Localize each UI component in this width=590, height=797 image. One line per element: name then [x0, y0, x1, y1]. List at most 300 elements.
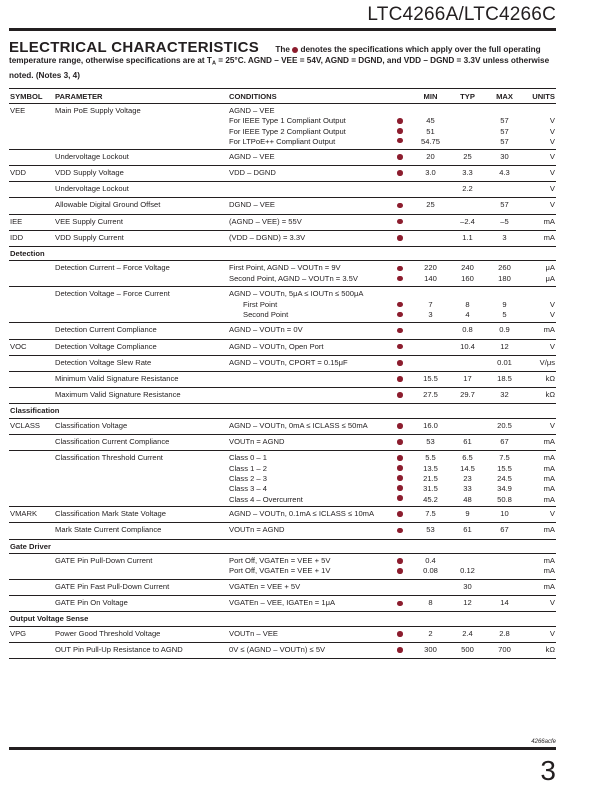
- cell-typ: [449, 596, 486, 612]
- cell-units: [523, 230, 556, 246]
- col-header-units: UNITS: [523, 89, 556, 104]
- cell-max: [486, 553, 523, 579]
- cell-conditions: [228, 149, 388, 165]
- cell-symbol: [9, 323, 54, 339]
- max-value: [487, 566, 522, 576]
- cell-min: [412, 418, 449, 434]
- cell-symbol: VPG: [9, 626, 54, 642]
- max-value: 9: [502, 299, 507, 309]
- condition-line: For IEEE Type 1 Compliant Output: [229, 116, 346, 126]
- cell-min: [412, 166, 449, 182]
- typ-value: 33: [463, 484, 472, 494]
- cell-max: [486, 372, 523, 388]
- units-value: mA: [543, 232, 555, 242]
- table-row: [9, 580, 556, 596]
- min-value: 13.5: [423, 463, 438, 473]
- cell-units: [523, 434, 556, 450]
- condition-line: (VDD – DGND) = 3.3V: [229, 232, 306, 242]
- cell-symbol: [9, 596, 54, 612]
- cell-symbol: [9, 553, 54, 579]
- cell-max: [486, 339, 523, 355]
- typ-value: [450, 116, 485, 126]
- cell-bullet: [388, 523, 412, 539]
- section-heading: ELECTRICAL CHARACTERISTICS: [9, 39, 260, 56]
- cell-typ: [449, 523, 486, 539]
- typ-value: 12: [463, 598, 472, 608]
- cell-conditions: [228, 198, 388, 214]
- cell-units: [523, 355, 556, 371]
- cell-max: [486, 198, 523, 214]
- cell-bullet: [388, 261, 412, 287]
- cell-max: [486, 214, 523, 230]
- units-value: mA: [543, 463, 555, 473]
- cell-symbol: [9, 523, 54, 539]
- max-value: 700: [498, 645, 511, 655]
- cell-units: [523, 198, 556, 214]
- min-value: [413, 289, 448, 299]
- units-value: V: [549, 137, 555, 147]
- cell-symbol: [9, 643, 54, 659]
- cell-parameter: VEE Supply Current: [54, 214, 228, 230]
- typ-value: [450, 200, 485, 210]
- units-value: V: [549, 299, 555, 309]
- typ-value: 160: [461, 273, 474, 283]
- cell-max: [486, 418, 523, 434]
- bullet-dot-icon: [292, 47, 298, 53]
- max-value: 18.5: [497, 374, 512, 383]
- units-value: V/μs: [539, 357, 555, 367]
- condition-line: Class 1 – 2: [229, 463, 267, 473]
- table-header-row: [9, 89, 556, 104]
- cell-conditions: [228, 553, 388, 579]
- bullet-dot-icon: [397, 276, 403, 282]
- units-value: V: [549, 200, 555, 210]
- condition-line: First Point: [243, 299, 278, 309]
- cell-conditions: [228, 523, 388, 539]
- cell-typ: [449, 553, 486, 579]
- units-value: mA: [543, 325, 555, 335]
- units-value: V: [549, 151, 555, 161]
- units-value: V: [549, 116, 555, 126]
- condition-line: DGND – VEE: [229, 200, 275, 210]
- cell-units: [523, 323, 556, 339]
- bullet-dot-icon: [397, 128, 403, 134]
- cell-symbol: [9, 149, 54, 165]
- cell-units: [523, 339, 556, 355]
- condition-line: AGND – VOUTn = 0V: [229, 325, 303, 335]
- max-value: 32: [500, 390, 509, 400]
- cell-bullet: [388, 339, 412, 355]
- min-value: 16.0: [423, 420, 438, 430]
- section-row: [9, 539, 556, 553]
- cell-parameter: Main PoE Supply Voltage: [54, 104, 228, 150]
- cell-symbol: VCLASS: [9, 418, 54, 434]
- min-value: [413, 342, 448, 352]
- cell-min: [412, 149, 449, 165]
- condition-line: For IEEE Type 2 Compliant Output: [229, 126, 346, 136]
- cell-typ: [449, 287, 486, 323]
- cell-parameter: Detection Current Compliance: [54, 323, 228, 339]
- cell-symbol: [9, 372, 54, 388]
- condition-line: For LTPoE++ Compliant Output: [229, 137, 336, 147]
- table-row: [9, 230, 556, 246]
- cell-min: [412, 580, 449, 596]
- footer-rule: [9, 747, 556, 750]
- cell-conditions: [228, 643, 388, 659]
- cell-min: [412, 643, 449, 659]
- bullet-dot-icon: [397, 235, 403, 241]
- cell-max: [486, 507, 523, 523]
- cell-min: [412, 388, 449, 404]
- table-row: [9, 287, 556, 323]
- cell-typ: [449, 182, 486, 198]
- bullet-dot-icon: [397, 344, 403, 350]
- cell-parameter: Classification Mark State Voltage: [54, 507, 228, 523]
- cell-bullet: [388, 507, 412, 523]
- max-value: 20.5: [497, 420, 512, 430]
- cell-units: [523, 418, 556, 434]
- cell-typ: [449, 214, 486, 230]
- bullet-dot-icon: [397, 138, 403, 144]
- cell-min: [412, 230, 449, 246]
- max-value: 180: [498, 273, 511, 283]
- max-value: 50.8: [497, 494, 512, 504]
- condition-line: Second Point: [243, 310, 289, 320]
- min-value: [413, 217, 448, 227]
- units-value: [524, 289, 555, 299]
- cell-parameter: Detection Voltage Slew Rate: [54, 355, 228, 371]
- section-title: Output Voltage Sense: [9, 612, 556, 626]
- min-value: 53: [426, 525, 435, 535]
- units-value: μA: [545, 263, 555, 273]
- max-value: 57: [500, 116, 509, 126]
- typ-value: 1.1: [462, 232, 473, 242]
- cell-bullet: [388, 418, 412, 434]
- units-value: mA: [543, 494, 555, 504]
- cell-min: [412, 434, 449, 450]
- cell-symbol: VOC: [9, 339, 54, 355]
- cell-units: [523, 261, 556, 287]
- cell-symbol: [9, 388, 54, 404]
- page-number: 3: [540, 755, 556, 786]
- cell-bullet: [388, 451, 412, 507]
- max-value: [487, 289, 522, 299]
- condition-line: (AGND – VEE) = 55V: [229, 216, 302, 226]
- typ-value: 14.5: [460, 463, 475, 473]
- cell-symbol: VMARK: [9, 507, 54, 523]
- bullet-dot-icon: [397, 312, 403, 318]
- bullet-dot-icon: [397, 485, 403, 491]
- cell-symbol: [9, 434, 54, 450]
- condition-line: VDD – DGND: [229, 168, 276, 178]
- units-value: V: [549, 184, 555, 194]
- typ-value: 23: [463, 473, 472, 483]
- cell-typ: [449, 198, 486, 214]
- condition-line: VGATEn – VEE, IGATEn = 1μA: [229, 598, 336, 608]
- condition-line: AGND – VOUTn, 0.1mA ≤ ICLASS ≤ 10mA: [229, 509, 375, 519]
- min-value: 53: [426, 436, 435, 446]
- min-value: [413, 325, 448, 335]
- cell-parameter: Detection Voltage Compliance: [54, 339, 228, 355]
- bullet-dot-icon: [397, 170, 403, 176]
- table-row: [9, 166, 556, 182]
- cell-max: [486, 323, 523, 339]
- cell-max: [486, 149, 523, 165]
- typ-value: –2.4: [460, 216, 475, 226]
- cell-typ: [449, 323, 486, 339]
- cell-max: [486, 451, 523, 507]
- bullet-dot-icon: [397, 475, 403, 481]
- cell-max: [486, 523, 523, 539]
- col-header-symbol: SYMBOL: [9, 89, 54, 104]
- units-value: mA: [543, 525, 555, 535]
- cell-parameter: Maximum Valid Signature Resistance: [54, 388, 228, 404]
- units-value: mA: [543, 473, 555, 483]
- cell-units: [523, 580, 556, 596]
- cell-conditions: [228, 287, 388, 323]
- cell-min: [412, 104, 449, 150]
- max-value: 24.5: [497, 473, 512, 483]
- cell-typ: [449, 166, 486, 182]
- cell-min: [412, 287, 449, 323]
- cell-typ: [449, 626, 486, 642]
- cell-max: [486, 626, 523, 642]
- cell-conditions: [228, 434, 388, 450]
- cell-units: [523, 104, 556, 150]
- cell-units: [523, 214, 556, 230]
- min-value: [413, 582, 448, 592]
- units-value: mA: [543, 216, 555, 226]
- condition-line: Class 4 – Overcurrent: [229, 494, 303, 504]
- cell-units: [523, 553, 556, 579]
- cell-max: [486, 261, 523, 287]
- max-value: 34.9: [497, 484, 512, 494]
- cell-symbol: [9, 451, 54, 507]
- cell-typ: [449, 261, 486, 287]
- header-rule: [9, 28, 556, 31]
- min-value: [413, 358, 448, 368]
- cell-symbol: VEE: [9, 104, 54, 150]
- max-value: 2.8: [499, 628, 510, 638]
- table-row: [9, 214, 556, 230]
- cell-min: [412, 261, 449, 287]
- min-value: 5.5: [425, 453, 436, 463]
- max-value: 0.01: [497, 357, 512, 367]
- condition-line: VGATEn = VEE + 5V: [229, 582, 301, 592]
- max-value: [487, 106, 522, 116]
- min-value: 300: [424, 645, 437, 655]
- cell-max: [486, 580, 523, 596]
- cell-conditions: [228, 182, 388, 198]
- bullet-dot-icon: [397, 266, 403, 272]
- cell-units: [523, 372, 556, 388]
- bullet-dot-icon: [397, 465, 403, 471]
- cell-parameter: Classification Threshold Current: [54, 451, 228, 507]
- cell-units: [523, 149, 556, 165]
- bullet-dot-icon: [397, 647, 403, 653]
- min-value: [413, 184, 448, 194]
- min-value: 8: [428, 598, 433, 608]
- condition-line: AGND – VOUTn, 0mA ≤ ICLASS ≤ 50mA: [229, 420, 368, 430]
- cell-min: [412, 214, 449, 230]
- units-value: μA: [545, 273, 555, 283]
- condition-line: Class 2 – 3: [229, 473, 267, 483]
- cell-max: [486, 643, 523, 659]
- intro-ta-subscript: A: [211, 60, 216, 67]
- cell-typ: [449, 507, 486, 523]
- cell-symbol: IDD: [9, 230, 54, 246]
- condition-line: AGND – VEE: [229, 106, 275, 115]
- document-header-title: LTC4266A/LTC4266C: [367, 4, 556, 25]
- cell-symbol: [9, 182, 54, 198]
- section-row: [9, 404, 556, 418]
- cell-bullet: [388, 104, 412, 150]
- cell-conditions: [228, 261, 388, 287]
- max-value: 15.5: [497, 463, 512, 473]
- intro-text-after-dot: denotes the specifications which apply over the full operating temperature range, otherwise specifications are at T: [9, 45, 541, 65]
- typ-value: 8: [465, 299, 470, 309]
- units-value: V: [549, 126, 555, 136]
- max-value: 57: [500, 200, 509, 210]
- cell-min: [412, 507, 449, 523]
- typ-value: 4: [465, 310, 470, 320]
- min-value: 25: [426, 200, 435, 210]
- min-value: 31.5: [423, 484, 438, 494]
- units-value: [524, 106, 555, 116]
- intro-paragraph: [9, 39, 556, 81]
- cell-conditions: [228, 418, 388, 434]
- bullet-dot-icon: [397, 455, 403, 461]
- cell-units: [523, 451, 556, 507]
- cell-max: [486, 388, 523, 404]
- table-row: [9, 434, 556, 450]
- cell-typ: [449, 104, 486, 150]
- bullet-dot-icon: [397, 203, 403, 209]
- condition-line: VOUTn = AGND: [229, 525, 285, 535]
- cell-typ: [449, 372, 486, 388]
- cell-max: [486, 355, 523, 371]
- bullet-dot-icon: [397, 328, 403, 334]
- typ-value: [450, 556, 485, 566]
- typ-value: 17: [463, 374, 472, 383]
- cell-parameter: Undervoltage Lockout: [54, 149, 228, 165]
- cell-symbol: [9, 198, 54, 214]
- cell-bullet: [388, 355, 412, 371]
- typ-value: 61: [463, 525, 472, 535]
- cell-conditions: [228, 323, 388, 339]
- bullet-dot-icon: [397, 360, 403, 366]
- cell-units: [523, 626, 556, 642]
- table-row: [9, 507, 556, 523]
- cell-min: [412, 553, 449, 579]
- max-value: –5: [500, 216, 509, 226]
- max-value: [487, 184, 522, 194]
- cell-min: [412, 626, 449, 642]
- cell-symbol: [9, 287, 54, 323]
- cell-typ: [449, 643, 486, 659]
- cell-conditions: [228, 580, 388, 596]
- cell-conditions: [228, 355, 388, 371]
- units-value: V: [549, 598, 555, 608]
- cell-max: [486, 182, 523, 198]
- units-value: V: [549, 341, 555, 351]
- typ-value: 2.4: [462, 628, 473, 638]
- max-value: 0.9: [499, 325, 510, 335]
- cell-bullet: [388, 553, 412, 579]
- condition-line: Class 3 – 4: [229, 484, 267, 494]
- table-row: [9, 626, 556, 642]
- col-header-conditions: CONDITIONS: [228, 89, 388, 104]
- document-code: 4266acfe: [531, 739, 556, 745]
- cell-parameter: Detection Voltage – Force Current: [54, 287, 228, 323]
- cell-bullet: [388, 323, 412, 339]
- col-header-max: MAX: [486, 89, 523, 104]
- cell-min: [412, 182, 449, 198]
- units-value: V: [549, 509, 555, 519]
- condition-line: VOUTn – VEE: [229, 628, 278, 638]
- table-row: [9, 418, 556, 434]
- min-value: 45.2: [423, 494, 438, 504]
- col-header-bullet: [388, 89, 412, 104]
- table-row: [9, 451, 556, 507]
- cell-symbol: IEE: [9, 214, 54, 230]
- typ-value: 500: [461, 645, 474, 655]
- cell-typ: [449, 339, 486, 355]
- cell-min: [412, 198, 449, 214]
- condition-line: AGND – VOUTn, CPORT = 0.15μF: [229, 357, 348, 367]
- bullet-dot-icon: [397, 601, 403, 607]
- units-value: V: [549, 310, 555, 320]
- cell-min: [412, 451, 449, 507]
- cell-typ: [449, 230, 486, 246]
- bullet-dot-icon: [397, 439, 403, 445]
- cell-max: [486, 104, 523, 150]
- table-row: [9, 355, 556, 371]
- table-row: [9, 523, 556, 539]
- min-value: 54.75: [420, 137, 440, 147]
- units-value: V: [549, 420, 555, 430]
- section-title: Gate Driver: [9, 539, 556, 553]
- condition-line: Second Point, AGND – VOUTn = 3.5V: [229, 273, 358, 283]
- typ-value: 240: [461, 263, 474, 273]
- section-title: Classification: [9, 404, 556, 418]
- cell-typ: [449, 418, 486, 434]
- bullet-dot-icon: [397, 154, 403, 160]
- units-value: mA: [543, 436, 555, 446]
- cell-min: [412, 523, 449, 539]
- typ-value: [450, 358, 485, 368]
- units-value: mA: [543, 555, 555, 565]
- cell-bullet: [388, 626, 412, 642]
- intro-text-before-dot: The: [275, 45, 290, 54]
- cell-parameter: Allowable Digital Ground Offset: [54, 198, 228, 214]
- cell-units: [523, 643, 556, 659]
- cell-parameter: Classification Current Compliance: [54, 434, 228, 450]
- min-value: 20: [426, 151, 435, 161]
- cell-parameter: GATE Pin Fast Pull-Down Current: [54, 580, 228, 596]
- cell-typ: [449, 451, 486, 507]
- bullet-dot-icon: [397, 568, 403, 574]
- max-value: 67: [500, 436, 509, 446]
- condition-line: AGND – VOUTn, Open Port: [229, 341, 324, 351]
- cell-bullet: [388, 580, 412, 596]
- condition-line: 0V ≤ (AGND – VOUTn) ≤ 5V: [229, 645, 326, 655]
- cell-conditions: [228, 388, 388, 404]
- cell-bullet: [388, 182, 412, 198]
- cell-bullet: [388, 214, 412, 230]
- typ-value: [450, 127, 485, 137]
- typ-value: [450, 137, 485, 147]
